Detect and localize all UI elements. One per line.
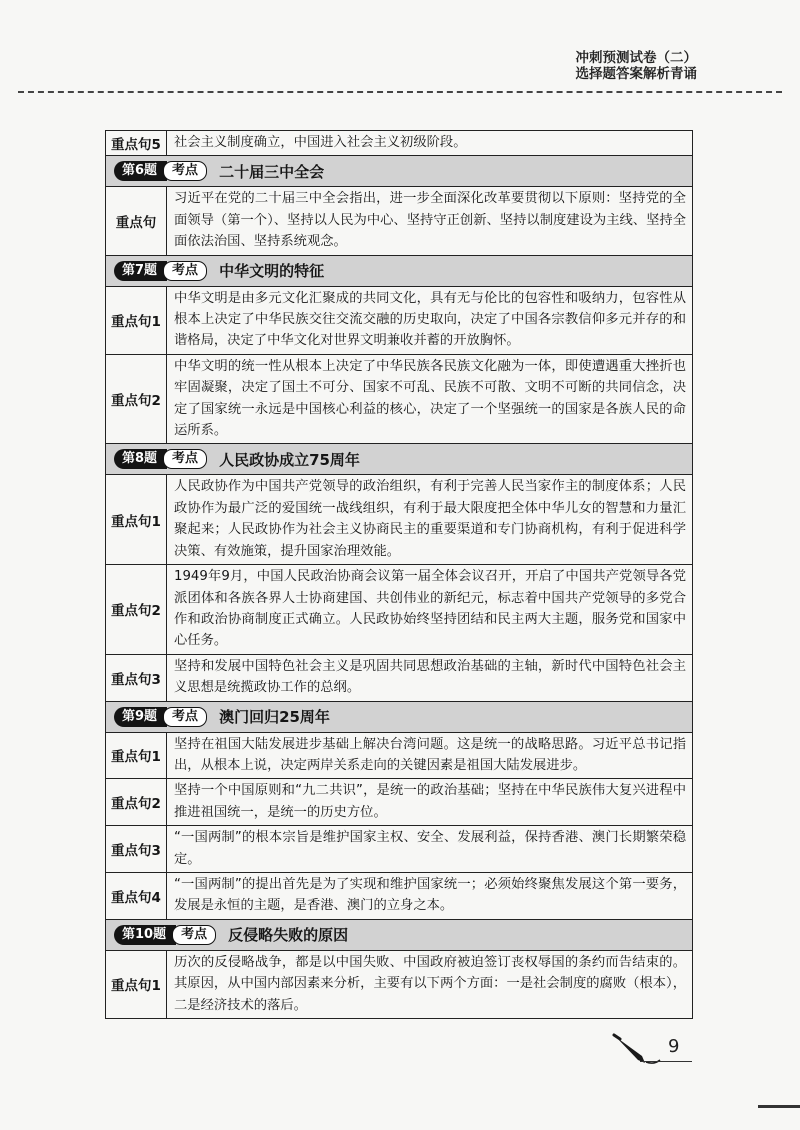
topic-row xyxy=(106,255,693,286)
key-sentence-row xyxy=(106,286,693,354)
key-sentence-row xyxy=(106,872,693,919)
question-number-badge: 第6题 xyxy=(114,161,167,181)
topic-row xyxy=(106,919,693,950)
question-number-badge: 第10题 xyxy=(114,925,176,945)
key-sentence-label: 重点句1 xyxy=(106,950,167,1018)
key-sentence-text: 习近平在党的二十届三中全会指出，进一步全面深化改革要贯彻以下原则：坚持党的全面领导（第一个）、坚持以人民为中心、坚持守正创新、坚持以制度建设为主线、坚持全面依法治国、坚持系统观念。 xyxy=(167,187,693,255)
key-sentence-text: 中华文明的统一性从根本上决定了中华民族各民族文化融为一体，即使遭遇重大挫折也牢固凝聚，决定了国土不可分、国家不可乱、民族不可散、文明不可断的共同信念，决定了国家统一永远是中国核心利益的核心，决定了一个坚强统一的国家是各族人民的命运所系。 xyxy=(167,354,693,444)
key-sentence-row xyxy=(106,131,693,156)
kaodian-badge: 考点 xyxy=(172,925,216,945)
key-sentence-label: 重点句2 xyxy=(106,354,167,444)
topic-title: 二十届三中全会 xyxy=(219,162,325,181)
corner-rule xyxy=(758,1105,800,1108)
topic-title: 中华文明的特征 xyxy=(219,262,325,281)
kaodian-badge: 考点 xyxy=(163,707,207,727)
key-sentence-text: 人民政协作为中国共产党领导的政治组织，有利于完善人民当家作主的制度体系；人民政协作为最广泛的爱国统一战线组织，有利于最大限度把全体中华儿女的智慧和力量汇聚起来；人民政协作为社会主义协商民主的重要渠道和专门协商机构，有利于促进科学决策、有效施策，提升国家治理效能。 xyxy=(167,475,693,565)
key-sentence-label: 重点句3 xyxy=(106,654,167,701)
key-sentence-label: 重点句2 xyxy=(106,565,167,655)
key-sentence-text: 中华文明是由多元文化汇聚成的共同文化，具有无与伦比的包容性和吸纳力，包容性从根本上决定了中华民族交往交流交融的历史取向，决定了中国各宗教信仰多元并存的和谐格局，决定了中华文化对世界文明兼收并蓄的开放胸怀。 xyxy=(167,286,693,354)
key-sentence-label: 重点句1 xyxy=(106,286,167,354)
key-sentence-label: 重点句1 xyxy=(106,732,167,779)
topic-row xyxy=(106,444,693,475)
key-sentence-label: 重点句 xyxy=(106,187,167,255)
key-sentence-label: 重点句3 xyxy=(106,826,167,873)
topic-title: 澳门回归25周年 xyxy=(219,708,330,727)
kaodian-badge: 考点 xyxy=(163,449,207,469)
key-sentence-row xyxy=(106,354,693,444)
key-sentence-row xyxy=(106,732,693,779)
key-sentence-text: 1949年9月，中国人民政治协商会议第一届全体会议召开，开启了中国共产党领导各党派团体和各族各界人士协商建国、共创伟业的新纪元，标志着中国共产党领导的多党合作和政治协商制度正式确立。人民政协始终坚持团结和民主两大主题，服务党和国家中心任务。 xyxy=(167,565,693,655)
kaodian-badge: 考点 xyxy=(163,261,207,281)
header-divider xyxy=(18,91,782,93)
kaodian-badge: 考点 xyxy=(163,161,207,181)
key-sentence-row xyxy=(106,826,693,873)
key-sentence-row xyxy=(106,950,693,1018)
key-sentence-text: 历次的反侵略战争，都是以中国失败、中国政府被迫签订丧权辱国的条约而告结束的。其原因，从中国内部因素来分析，主要有以下两个方面：一是社会制度的腐败（根本），二是经济技术的落后。 xyxy=(167,950,693,1018)
page-number-underline xyxy=(640,1061,692,1062)
page-number: 9 xyxy=(668,1036,680,1057)
key-sentence-row xyxy=(106,779,693,826)
topic-row xyxy=(106,156,693,187)
key-sentence-text: 坚持一个中国原则和“九二共识”，是统一的政治基础；坚持在中华民族伟大复兴进程中推进祖国统一，是统一的历史方位。 xyxy=(167,779,693,826)
key-sentence-label: 重点句5 xyxy=(106,131,167,156)
key-sentences-table xyxy=(105,130,693,1019)
key-sentence-text: 坚持在祖国大陆发展进步基础上解决台湾问题。这是统一的战略思路。习近平总书记指出，从根本上说，决定两岸关系走向的关键因素是祖国大陆发展进步。 xyxy=(167,732,693,779)
question-number-badge: 第7题 xyxy=(114,261,167,281)
topic-row xyxy=(106,701,693,732)
header-title: 冲刺预测试卷（二） xyxy=(575,50,697,66)
topic-title: 人民政协成立75周年 xyxy=(219,450,360,469)
key-sentence-label: 重点句2 xyxy=(106,779,167,826)
key-sentence-text: “一国两制”的根本宗旨是维护国家主权、安全、发展利益，保持香港、澳门长期繁荣稳定。 xyxy=(167,826,693,873)
key-sentence-row xyxy=(106,475,693,565)
key-sentence-text: 坚持和发展中国特色社会主义是巩固共同思想政治基础的主轴，新时代中国特色社会主义思想是统揽政协工作的总纲。 xyxy=(167,654,693,701)
running-header xyxy=(497,50,697,82)
key-sentence-row xyxy=(106,187,693,255)
key-sentence-label: 重点句1 xyxy=(106,475,167,565)
key-sentence-row xyxy=(106,654,693,701)
key-sentence-row xyxy=(106,565,693,655)
key-sentence-text: 社会主义制度确立，中国进入社会主义初级阶段。 xyxy=(167,131,693,156)
topic-title: 反侵略失败的原因 xyxy=(228,926,349,945)
header-subtitle: 选择题答案解析青诵 xyxy=(575,66,697,82)
question-number-badge: 第8题 xyxy=(114,449,167,469)
key-sentence-label: 重点句4 xyxy=(106,872,167,919)
question-number-badge: 第9题 xyxy=(114,707,167,727)
key-sentence-text: “一国两制”的提出首先是为了实现和维护国家统一；必须始终聚焦发展这个第一要务，发展是永恒的主题，是香港、澳门的立身之本。 xyxy=(167,872,693,919)
